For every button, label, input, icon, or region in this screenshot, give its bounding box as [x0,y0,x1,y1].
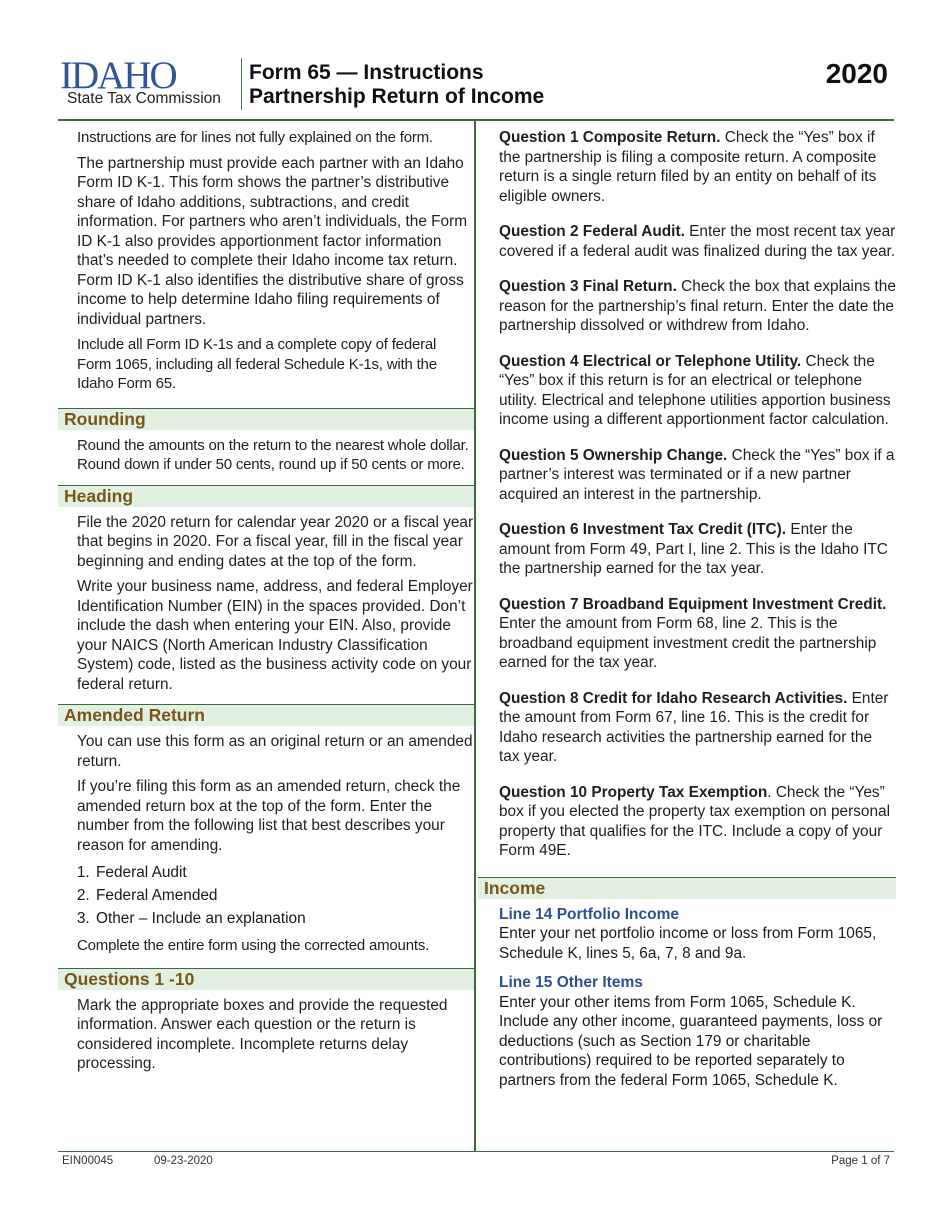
intro-paragraph: Instructions are for lines not fully explained on the form. [77,129,433,146]
line-14-text: Enter your net portfolio income or loss from Form 1065, Schedule K, lines 5, 6a, 7, 8 and 9a. [499,925,877,962]
list-item: 3. Other – Include an explanation [94,907,474,930]
page-number: Page 1 of 7 [831,1155,890,1167]
intro-paragraph: Include all Form ID K-1s and a complete copy of federal Form 1065, including all federal Schedule K-1s, with the Idaho Form 65. [77,336,437,392]
intro-paragraph: The partnership must provide each partner with an Idaho Form ID K-1. This form shows the partner’s distributive share of Idaho additions, subtractions, and credit information. For partners who aren’t individuals, the Form ID K-1 also provides apportionment factor information that’s needed to complete their Idaho income tax return. Form ID K-1 also identifies the distributive share of gross income to help determine Idaho filing requirements of individual partners. [77,154,468,328]
question-5: Question 5 Ownership Change. Check the “Yes” box if a partner’s interest was terminated or if a new partner acquired an interest in the partnership. [499,446,895,503]
idaho-logo [58,54,236,110]
list-item: 1. Federal Audit [94,861,474,884]
question-7: Question 7 Broadband Equipment Investment Credit. Enter the amount from Form 68, line 2. This is the broadband equipment investment credit the partnership earned for the tax year. [499,595,887,671]
amended-paragraph: Complete the entire form using the corrected amounts. [77,937,430,954]
question-3: Question 3 Final Return. Check the box that explains the reason for the partnership’s final return. Enter the date the partnership dissolved or withdrew from Idaho. [499,278,896,334]
question-1: Question 1 Composite Return. Check the “Yes” box if the partnership is filing a composite return. A composite return is a single return filed by an entity on behalf of its eligible owners. [499,129,877,205]
right-column [478,128,896,1100]
logo-wordmark: IDAHO [60,54,176,97]
question-8: Question 8 Credit for Idaho Research Activities. Enter the amount from Form 67, line 16. This is the credit for Idaho research activities the partnership earned for the tax year. [499,689,889,765]
footer-rule [58,1151,894,1152]
line-14-title: Line 14 Portfolio Income [499,905,679,923]
logo-agency-name: State Tax Commission [67,90,221,107]
amended-reasons-list [58,861,474,930]
section-income-title: Income [478,877,896,899]
question-2: Question 2 Federal Audit. Enter the most recent tax year covered if a federal audit was finalized during the tax year. [499,223,896,260]
questions-text: Mark the appropriate boxes and provide the requested information. Answer each question or the return is considered incomplete. Incomplete returns delay processing. [77,996,448,1072]
section-amended-title: Amended Return [58,704,474,726]
amended-paragraph: You can use this form as an original return or an amended return. [77,733,473,770]
heading-paragraph: Write your business name, address, and federal Employer Identification Number (EIN) in the spaces provided. Don’t include the dash when entering your EIN. Also, provide your NAICS (North American Industry Classification System) code, listed as the business activity code on your federal return. [77,578,473,693]
form-title [249,61,544,109]
revision-date: 09-23-2020 [154,1155,213,1167]
question-4: Question 4 Electrical or Telephone Utility. Check the “Yes” box if this return is for an electrical or telephone utility. Electrical and telephone utilities apportion business income using a different apportionment factor calculation. [499,352,891,428]
rounding-text: Round the amounts on the return to the nearest whole dollar. Round down if under 50 cents, round up if 50 cents or more. [77,436,469,473]
header-divider [241,58,242,110]
amended-paragraph: If you’re filing this form as an amended return, check the amended return box at the top of the form. Enter the number from the following list that best describes your reason for amending. [77,778,461,854]
line-15-title: Line 15 Other Items [499,974,643,991]
heading-paragraph: File the 2020 return for calendar year 2020 or a fiscal year that begins in 2020. For a fiscal year, fill in the fiscal year beginning and ending dates at the top of the form. [77,513,474,570]
tax-year: 2020 [825,58,888,89]
form-code: EIN00045 [62,1155,114,1167]
list-item: 2. Federal Amended [94,884,474,907]
line-15-text: Enter your other items from Form 1065, Schedule K. Include any other income, guaranteed payments, loss or deductions (such as Section 179 or charitable contributions) required to be reported separately to partners from the federal Form 1065, Schedule K. [499,993,883,1089]
column-divider [474,120,476,1152]
section-questions-title: Questions 1 -10 [58,968,474,990]
left-column [58,128,474,1080]
question-6: Question 6 Investment Tax Credit (ITC). Enter the amount from Form 49, Part I, line 2. This is the Idaho ITC the partnership earned for the tax year. [499,521,888,577]
form-title-line2: Partnership Return of Income [249,85,545,108]
form-title-line1: Form 65 — Instructions [249,61,484,84]
section-rounding-title: Rounding [58,408,474,430]
header-rule [58,119,894,121]
section-heading-title: Heading [58,485,474,507]
question-10: Question 10 Property Tax Exemption. Check the “Yes” box if you elected the property tax exemption on personal property that qualifies for the ITC. Include a copy of your Form 49E. [499,783,890,859]
